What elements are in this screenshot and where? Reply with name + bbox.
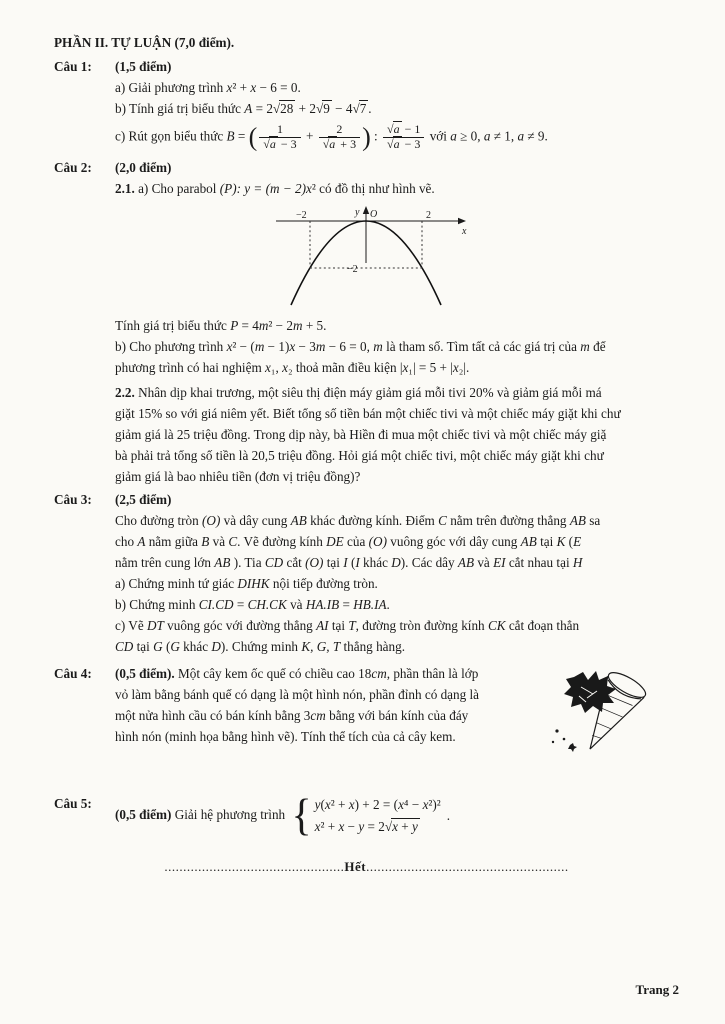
question-2b-line2: phương trình có hai nghiệm x₁, x₂ thoả mãn điều kiện |x₁| = 5 + |x₂|.	[115, 359, 470, 375]
question-3c-line1: c) Vẽ DT vuông góc với đường thẳng AI tại T, đường tròn đường kính CK cắt đoạn thẳn	[115, 617, 580, 633]
end-marker	[54, 859, 679, 875]
parabola-figure	[115, 205, 679, 311]
ice-cream-figure	[527, 649, 697, 783]
question-2-2-line5: giảm giá là bao nhiêu tiền (đơn vị triệu đồng)?	[115, 468, 361, 484]
question-2-2-line4: bà phải trả tổng số tiền là 20,5 triệu đồng. Hỏi giá một chiếc tivi, một chiếc máy giặt khi chư	[115, 447, 604, 463]
y-axis-arrow	[363, 206, 369, 214]
question-3-intro-line2: cho A nằm giữa B và C. Vẽ đường kính DE của (O) vuông góc với dây cung AB tại K (E	[115, 533, 582, 549]
crumb-star	[568, 743, 577, 752]
het-dots-right: ......................................................	[366, 858, 569, 874]
question-1-label: Câu 1:	[54, 59, 92, 74]
section-heading: PHẦN II. TỰ LUẬN (7,0 điểm).	[54, 35, 235, 50]
crumb-dot	[555, 729, 558, 732]
crumb-dot	[552, 740, 554, 742]
system-brace: {	[291, 791, 312, 840]
question-2	[54, 157, 679, 487]
question-4-label: Câu 4:	[54, 665, 92, 681]
system-period: .	[446, 808, 451, 824]
question-4	[54, 663, 679, 783]
parabola-graph	[262, 205, 474, 311]
question-3	[54, 489, 679, 657]
question-5-intro: (0,5 điểm) Giải hệ phương trình	[115, 806, 289, 822]
question-2-label: Câu 2:	[54, 159, 92, 175]
question-3b-text: b) Chứng minh CI.CD = CH.CK và HA.IB = HB.IA.	[115, 596, 390, 612]
het-dots-left: ................................................	[164, 858, 345, 874]
question-5	[54, 791, 679, 840]
question-1c-text: c) Rút gọn biểu thức B = ( $\frac{1}{√a - 3}$ + $\frac{2}{√a + 3}$ ) : $\frac{√a - 1}{√a - 3}$ với a ≥ 0, a ≠ 1, a ≠ 9.	[115, 122, 548, 152]
page-number: Trang 2	[635, 982, 679, 997]
question-5-body	[115, 791, 679, 840]
question-1b-text: b) Tính giá trị biểu thức A = 2√28 + 2√9 − 4√7 .	[115, 101, 372, 116]
question-2-1-text: 2.1. a) Cho parabol (P): y = (m − 2)x² có đồ thị như hình vẽ.	[115, 180, 435, 196]
question-4-text	[115, 663, 527, 747]
question-1-body	[115, 56, 679, 155]
equation-system	[315, 795, 441, 836]
question-3-label: Câu 3:	[54, 491, 92, 507]
question-4-line2: vỏ làm bằng bánh quế có dạng là một hình nón, phần đỉnh có dạng là	[115, 686, 480, 702]
graph-ytick-label: −2	[347, 263, 358, 275]
question-3-intro-line3: nằm trên cung lớn AB ). Tia CD cắt (O) tại I (I khác D). Các dây AB và EI cắt nhau tại H	[115, 554, 583, 570]
question-2b-line1: b) Cho phương trình x² − (m − 1)x − 3m − 6 = 0, m là tham số. Tìm tất cả các giá trị của m để	[115, 338, 606, 354]
crumb-dot	[563, 737, 566, 740]
graph-y-label: y	[355, 206, 360, 218]
ice-cream-cone-drawing	[527, 649, 697, 779]
question-1	[54, 56, 679, 155]
question-5-label: Câu 5:	[54, 795, 92, 811]
question-1-points: (1,5 điểm)	[115, 59, 172, 74]
system-equation-2: x² + x − y = 2√x + y	[314, 819, 418, 835]
system-equation-1: y(x² + x) + 2 = (x⁴ − x²)²	[314, 797, 441, 813]
graph-x-label: x	[462, 225, 467, 237]
graph-xtick-right-label: 2	[426, 209, 431, 221]
question-3-points: (2,5 điểm)	[115, 491, 172, 507]
question-5-line	[115, 791, 679, 840]
question-2-2-line1: 2.2. Nhân dịp khai trương, một siêu thị điện máy giảm giá mỗi tivi 20% và giảm giá mỗi má	[115, 384, 602, 400]
question-4-line3: một nửa hình cầu có bán kính bằng 3cm bằng với bán kính của đáy	[115, 707, 469, 723]
graph-origin-label: O	[370, 208, 378, 220]
graph-xtick-left-label: −2	[296, 209, 307, 221]
question-3c-line2: CD tại G (G khác D). Chứng minh K, G, T thẳng hàng.	[115, 638, 405, 654]
question-2-2-line2: giặt 15% so với giá niêm yết. Biết tổng số tiền bán một chiếc tivi và một chiếc máy giặt khi chư	[115, 405, 621, 421]
question-3-intro-line1: Cho đường tròn (O) và dây cung AB khác đường kính. Điểm C nằm trên đường thẳng AB sa	[115, 512, 601, 528]
question-2-body	[115, 157, 679, 487]
question-2-p-expression: Tính giá trị biểu thức P = 4m² − 2m + 5.	[115, 317, 327, 333]
question-2-2-line3: giảm giá là 25 triệu đồng. Trong dịp này, bà Hiền đi mua một chiếc tivi và một chiếc máy giặ	[115, 426, 607, 442]
het-word: Hết	[344, 858, 367, 874]
question-4-body	[115, 663, 679, 783]
question-3-body	[115, 489, 679, 657]
question-4-line4: hình nón (minh họa bằng hình vẽ). Tính thể tích của cả cây kem.	[115, 728, 456, 744]
question-2-points: (2,0 điểm)	[115, 159, 172, 175]
x-axis-arrow	[458, 217, 466, 223]
question-4-line1: (0,5 điểm). Một cây kem ốc quế có chiều cao 18cm, phần thân là lớp	[115, 665, 479, 681]
question-3a-text: a) Chứng minh tứ giác DIHK nội tiếp đường tròn.	[115, 575, 378, 591]
question-1a-text: a) Giải phương trình x² + x − 6 = 0.	[115, 80, 301, 95]
